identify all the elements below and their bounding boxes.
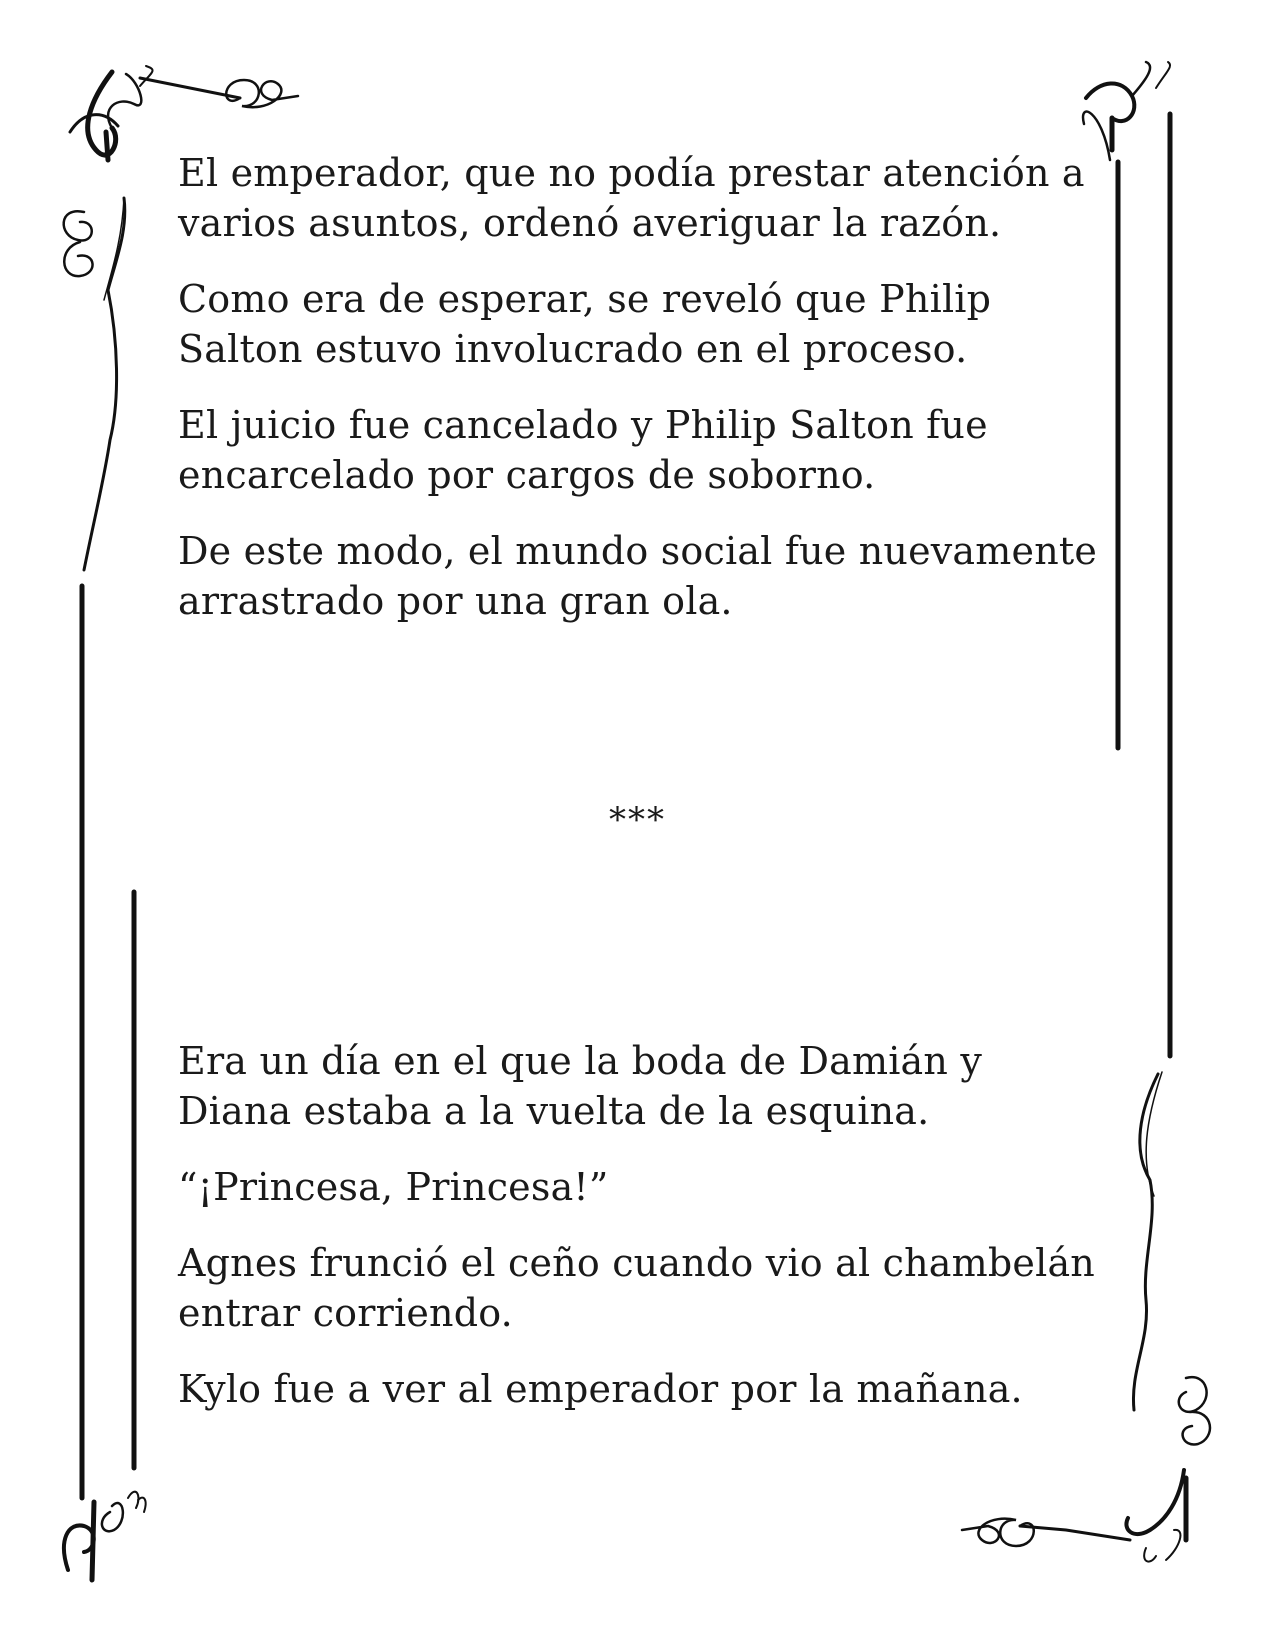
dialogue-paragraph [178, 1162, 1098, 1212]
text-line: El juicio fue cancelado y Philip Salton fue [178, 403, 988, 447]
scene-break-separator: *** [609, 800, 666, 840]
text-line: “¡Princesa, Princesa!” [178, 1165, 609, 1209]
paragraph [178, 1364, 1098, 1414]
text-line: encarcelado por cargos de soborno. [178, 453, 876, 497]
text-line: De este modo, el mundo social fue nuevamente [178, 529, 1098, 573]
text-line: Agnes frunció el ceño cuando vio al chambelán [178, 1241, 1095, 1285]
paragraph [178, 1036, 1098, 1136]
paragraph [178, 1238, 1098, 1338]
text-line: entrar corriendo. [178, 1291, 513, 1335]
text-line: Salton estuvo involucrado en el proceso. [178, 327, 968, 371]
paragraph [178, 274, 1098, 374]
text-line: Kylo fue a ver al emperador por la mañana. [178, 1367, 1023, 1411]
text-line: arrastrado por una gran ola. [178, 579, 733, 623]
paragraph [178, 400, 1098, 500]
text-line: Era un día en el que la boda de Damián y [178, 1039, 983, 1083]
flourish-top-right-icon [1083, 62, 1170, 160]
paragraph [178, 526, 1098, 626]
text-line: Diana estaba a la vuelta de la esquina. [178, 1089, 930, 1133]
paragraph [178, 148, 1098, 248]
flourish-bottom-left-icon [64, 1492, 146, 1580]
text-line: El emperador, que no podía prestar atención a [178, 151, 1085, 195]
text-line: Como era de esperar, se reveló que Philip [178, 277, 992, 321]
text-line: varios asuntos, ordenó averiguar la razón. [178, 201, 1002, 245]
